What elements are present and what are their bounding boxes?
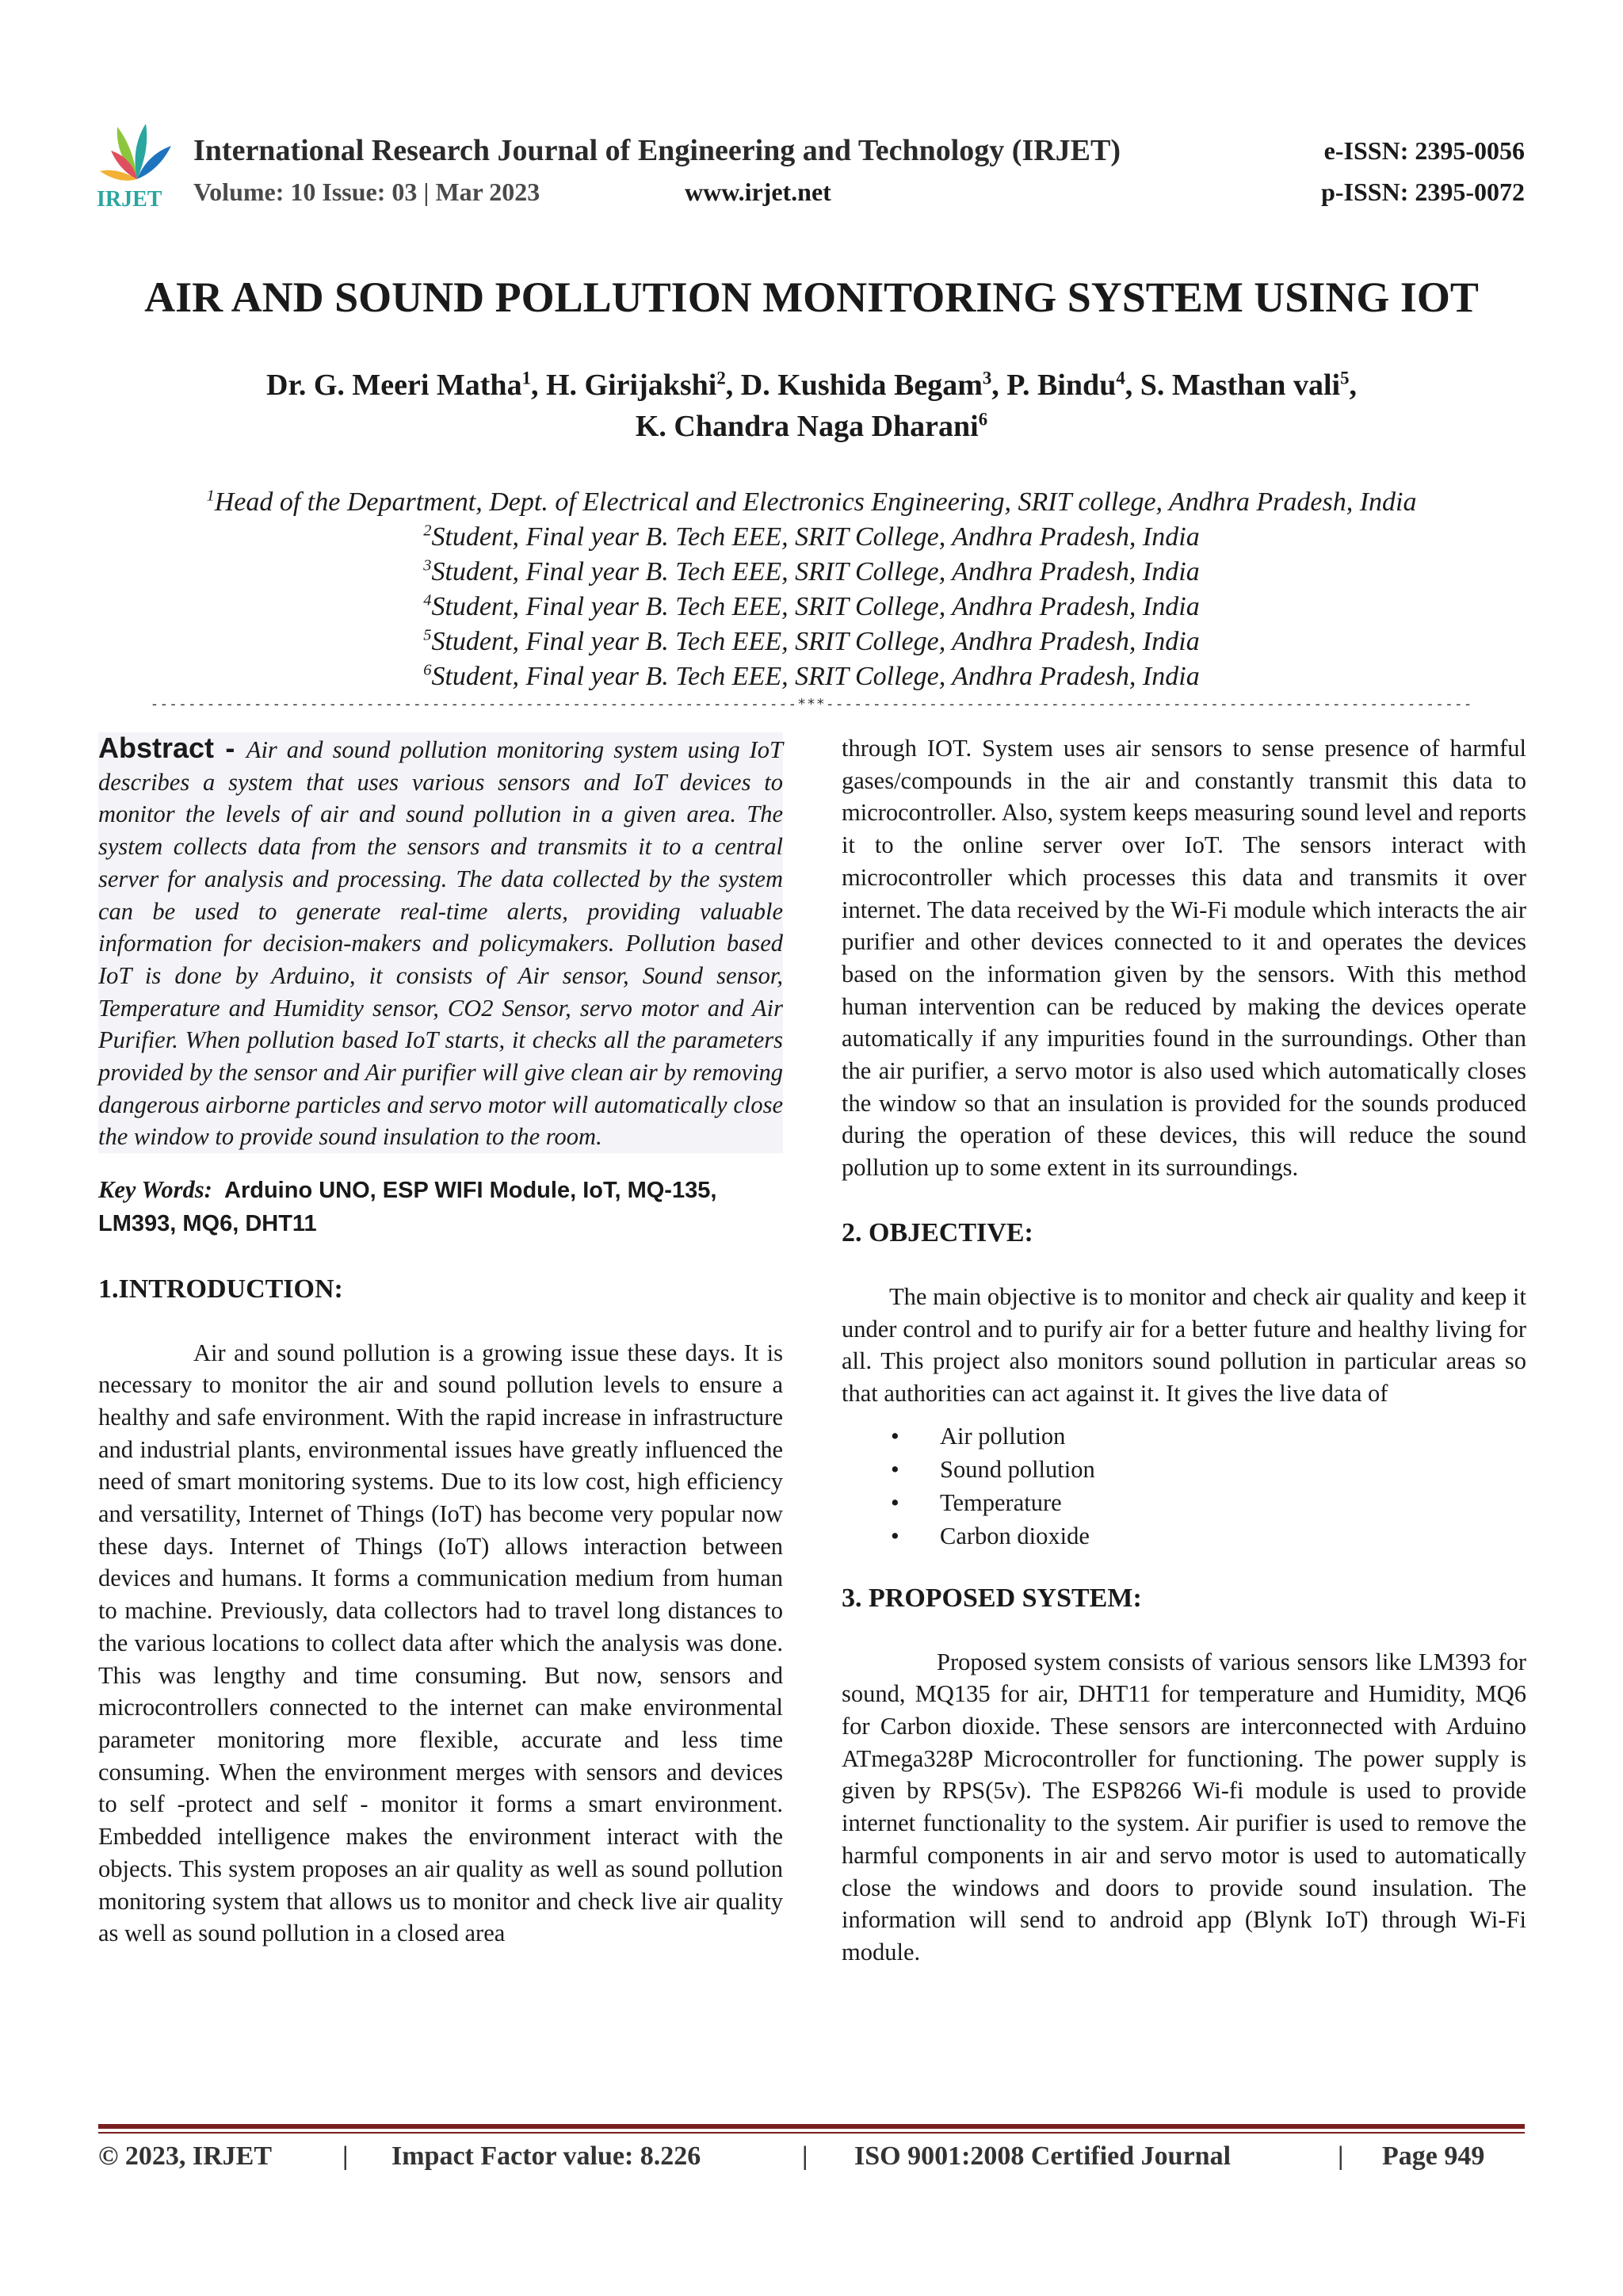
introduction-text: Air and sound pollution is a growing issue these days. It is necessary to monitor the air and sound pollution levels to ensure a healthy and safe environment. With the rapid increase in infrastructure and industrial plants, environmental issues have greatly influenced the need of smart monitoring systems. Due to its low cost, high efficiency and versatility, Internet of Things (IoT) has become very popular now these days. Internet of Things (IoT) allows interaction between devices and humans. It forms a communication medium from human to machine. Previously, data collectors had to travel long distances to the various locations to collect data after which the analysis was done. This was lengthy and time consuming. But now, sensors and microcontrollers connected to the internet can make environmental parameter monitoring more flexible, accurate and less time consuming. When the environment merges with sensors and devices to self -protect and self - monitor it forms a smart environment. Embedded intelligence makes the environment interact with the objects. This system proposes an air quality as well as sound pollution monitoring system that allows us to monitor and check live air quality as well as sound pollution in a closed area bbox=[98, 1339, 783, 1947]
list-item: • Temperature bbox=[940, 1486, 1526, 1519]
keywords: Key Words: Arduino UNO, ESP WIFI Module, IoT, MQ-135, LM393, MQ6, DHT11 bbox=[98, 1176, 717, 1236]
proposed-system-text: Proposed system consists of various sensors like LM393 for sound, MQ135 for air, DHT11 for temperature and Humidity, MQ6 for Carbon dioxide. These sensors are interconnected with Arduino ATmega328P Microcontroller for functioning. The power supply is given by RPS(5v). The ESP8266 Wi-fi module is used to provide internet functionality to the system. Air purifier is used to remove the harmful components in air and servo motor is used to automatically close the windows and doors to provide sound insulation. The information will send to android app (Blynk IoT) through Wi-Fi module. bbox=[842, 1648, 1526, 1966]
affiliation: $^6$Student, Final year B. Tech EEE, SRIT College, Andhra Pradesh, India bbox=[423, 661, 1200, 691]
abstract-text: Air and sound pollution monitoring system using IoT describes a system that uses various sensors and IoT devices to monitor the levels of air and sound pollution in a given area. The system collects data from the sensors and transmits it to a central server for analysis and processing. The data collected by the system can be used to generate real-time alerts, providing valuable information for decision-makers and policymakers. Pollution based IoT is done by Arduino, it consists of Air sensor, Sound sensor, Temperature and Humidity sensor, CO2 Sensor, servo motor and Air Purifier. When pollution based IoT starts, it checks all the parameters provided by the sensor and Air purifier will give clean air by removing dangerous airborne particles and servo motor will automatically close the window to provide sound insulation to the room. bbox=[98, 736, 783, 1151]
footer-separator: | bbox=[342, 2141, 349, 2171]
section-heading-proposed-system: 3. PROPOSED SYSTEM: bbox=[842, 1583, 1142, 1613]
footer-iso: ISO 9001:2008 Certified Journal bbox=[854, 2141, 1232, 2171]
introduction-continued: through IOT. System uses air sensors to sense presence of harmful gases/compounds in the air and constantly transmit this data to microcontroller. Also, system keeps measuring sound level and reports it to the online server over IoT. The sensors interact with microcontroller which processes this data and transmits it over internet. The data received by the Wi-Fi module which interacts the air purifier and other devices connected to it and operates the devices based on the information given by the sensors. With this method human intervention can be reduced by making the devices operate automatically if any impurities found in the surroundings. Other than the air purifier, a servo motor is also used which automatically closes the window so that an insulation is provided for the sounds produced during the operation of these devices, this will reduce the sound pollution up to some extent in its surroundings. bbox=[842, 735, 1526, 1182]
list-item: • Sound pollution bbox=[940, 1453, 1526, 1486]
footer-separator: | bbox=[1338, 2141, 1344, 2171]
section-heading-introduction: 1.INTRODUCTION: bbox=[98, 1274, 343, 1304]
irjet-logo-icon bbox=[94, 117, 181, 212]
volume-issue: Volume: 10 Issue: 03 | Mar 2023 bbox=[193, 178, 540, 206]
footer-impact-factor: Impact Factor value: 8.226 bbox=[391, 2141, 701, 2171]
footer-separator: | bbox=[802, 2141, 808, 2171]
irjet-logo bbox=[94, 117, 181, 212]
author: D. Kushida Begam bbox=[740, 369, 983, 402]
affiliation: $^5$Student, Final year B. Tech EEE, SRIT College, Andhra Pradesh, India bbox=[423, 626, 1200, 656]
pissn: p-ISSN: 2395-0072 bbox=[1321, 178, 1525, 206]
section-divider: ---------------------------------------------------------------------***--------------------------------------------------------------------- bbox=[150, 696, 1473, 712]
authors: Dr. G. Meeri Matha$^1$, H. Girijakshi$^2$, D. Kushida Begam$^3$, P. Bindu$^4$, S. Masthan vali$^5$, K. Chandra Naga Dharani$^6$ bbox=[266, 368, 1357, 443]
list-item: • Air pollution bbox=[940, 1419, 1526, 1453]
affiliation: $^1$Head of the Department, Dept. of Electrical and Electronics Engineering, SRIT college, Andhra Pradesh, India bbox=[206, 487, 1417, 517]
affiliation: $^2$Student, Final year B. Tech EEE, SRIT College, Andhra Pradesh, India bbox=[423, 521, 1200, 552]
objective-list bbox=[842, 1419, 1526, 1553]
journal-title: International Research Journal of Engineering and Technology (IRJET) bbox=[193, 134, 1121, 167]
svg-text:IRJET: IRJET bbox=[97, 187, 162, 212]
website-link[interactable]: www.irjet.net bbox=[685, 178, 831, 206]
footer-rule bbox=[98, 2124, 1525, 2129]
affiliations bbox=[0, 485, 1623, 694]
objective-text: The main objective is to monitor and check air quality and keep it under control and to purify air for a better future and healthy living for all. This project also monitors sound pollution in particular areas so that authorities can act against it. It gives the live data of bbox=[842, 1282, 1526, 1407]
author: H. Girijakshi bbox=[545, 369, 717, 402]
paper-title: AIR AND SOUND POLLUTION MONITORING SYSTEM USING IOT bbox=[144, 273, 1479, 321]
eissn: e-ISSN: 2395-0056 bbox=[1323, 136, 1525, 165]
page-number: Page 949 bbox=[1382, 2141, 1485, 2171]
section-heading-objective: 2. OBJECTIVE: bbox=[842, 1217, 1033, 1247]
footer-rule-thin bbox=[98, 2132, 1525, 2134]
affiliation: $^4$Student, Final year B. Tech EEE, SRIT College, Andhra Pradesh, India bbox=[423, 591, 1200, 621]
abstract bbox=[98, 732, 783, 1153]
left-column bbox=[98, 732, 783, 1950]
author: Dr. G. Meeri Matha bbox=[266, 369, 522, 402]
abstract-label: Abstract - bbox=[98, 732, 246, 764]
footer-copyright: © 2023, IRJET bbox=[98, 2141, 273, 2171]
author: S. Masthan vali bbox=[1140, 369, 1341, 402]
author: P. Bindu bbox=[1006, 369, 1117, 402]
affiliation: $^3$Student, Final year B. Tech EEE, SRIT College, Andhra Pradesh, India bbox=[423, 556, 1200, 586]
right-column bbox=[842, 732, 1526, 1969]
list-item: • Carbon dioxide bbox=[940, 1519, 1526, 1553]
author: K. Chandra Naga Dharani bbox=[635, 410, 979, 443]
